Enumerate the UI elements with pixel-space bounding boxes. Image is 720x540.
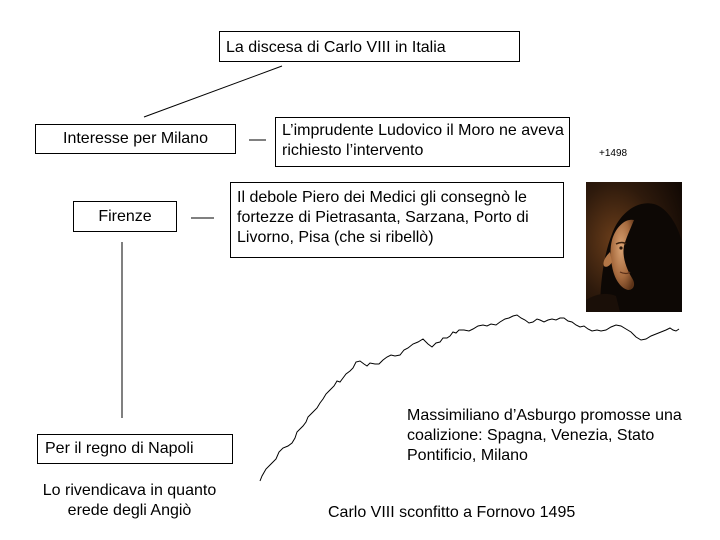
title-text: La discesa di Carlo VIII in Italia [226, 39, 446, 56]
firenze-box [73, 201, 177, 232]
title-box [219, 31, 520, 62]
angio-text: Lo rivendicava in quanto erede degli Angiò [42, 482, 217, 519]
napoli-box [37, 434, 233, 464]
connector-title-milano [144, 66, 282, 117]
napoli-text: Per il regno di Napoli [45, 440, 194, 457]
milano-box [35, 124, 236, 154]
massimiliano-text: Massimiliano d’Asburgo promosse una coalizione: Spagna, Venezia, Stato Pontificio, Milano [407, 407, 682, 464]
fornovo-text: Carlo VIII sconfitto a Fornovo 1495 [328, 504, 576, 521]
piero-text: Il debole Piero dei Medici gli consegnò le fortezze di Pietrasanta, Sarzana, Porto di Livorno, Pisa (che si ribellò) [237, 189, 529, 246]
piero-box [230, 182, 564, 258]
portrait-image [586, 182, 682, 312]
ludovico-box [275, 117, 570, 167]
ludovico-text: L’imprudente Ludovico il Moro ne aveva richiesto l’intervento [282, 122, 564, 159]
firenze-text: Firenze [98, 208, 152, 225]
portrait-caption: +1498 [599, 148, 628, 159]
milano-text: Interesse per Milano [63, 130, 208, 147]
